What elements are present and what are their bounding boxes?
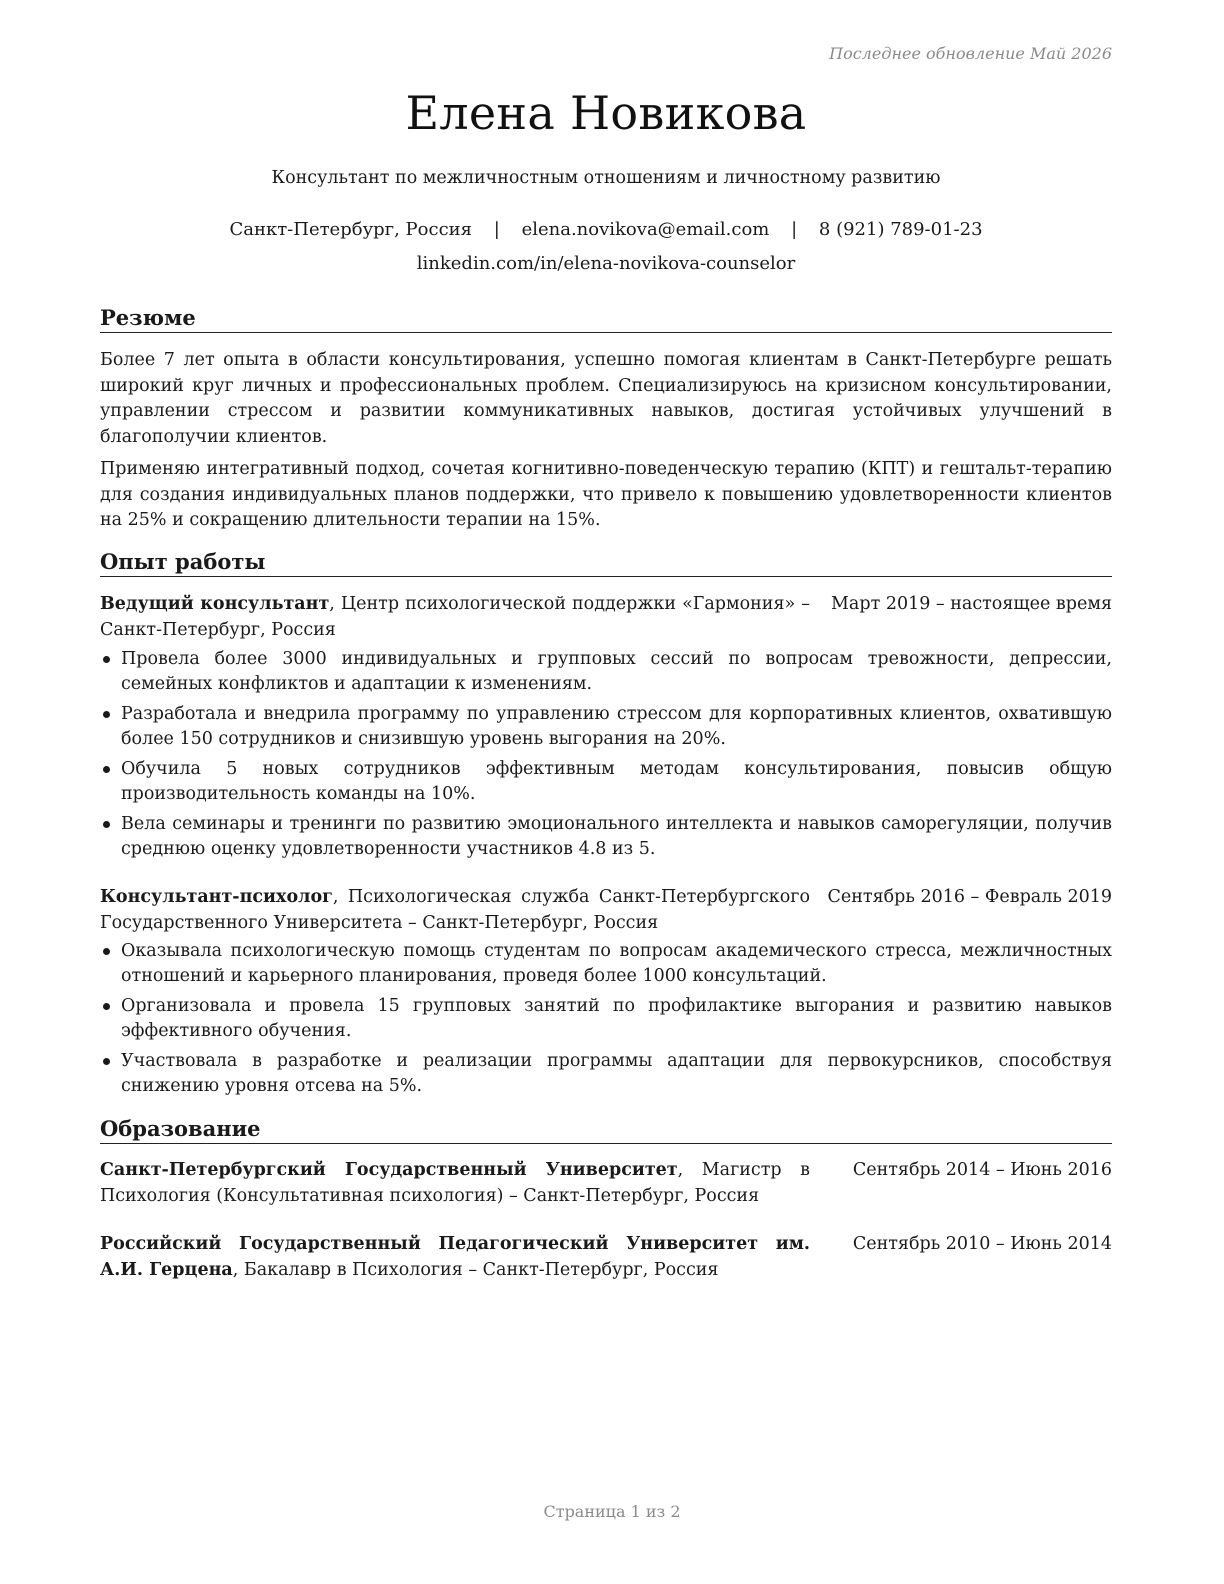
job-dates: Март 2019 – настоящее время [831, 594, 1112, 614]
linkedin-link[interactable]: linkedin.com/in/elena-novikova-counselor [416, 253, 796, 274]
job-dates: Сентябрь 2016 – Февраль 2019 [827, 887, 1112, 907]
job-org: , Центр психологической поддержки «Гармония» – Санкт-Петербург, Россия [100, 594, 811, 640]
list-item: Организовала и провела 15 групповых занятий по профилактике выгорания и развитию навыков эффективного обучения. [100, 994, 1112, 1044]
education-dates: Сентябрь 2010 – Июнь 2014 [852, 1234, 1112, 1254]
list-item: Вела семинары и тренинги по развитию эмоционального интеллекта и навыков саморегуляции, получив среднюю оценку удовлетворенности участников 4.8 из 5. [100, 812, 1112, 862]
education-school-degree [100, 1158, 810, 1209]
email-link[interactable]: elena.novikova@email.com [521, 219, 770, 240]
job-org: , Психологическая служба Санкт-Петербургского Государственного Университета – Санкт-Петербург, Россия [100, 887, 810, 933]
job-title-org [100, 592, 810, 643]
education-dates: Сентябрь 2014 – Июнь 2016 [852, 1160, 1112, 1180]
education-entry [100, 1232, 1112, 1283]
summary-paragraph: Более 7 лет опыта в области консультирования, успешно помогая клиентам в Санкт-Петербурге решать широкий круг личных и профессиональных проблем. Специализируюсь на кризисном консультировании, управлении стрессом и развитии коммуникативных навыков, достигая устойчивых улучшений в благополучии клиентов. [100, 350, 1112, 447]
job-bullets [100, 647, 1112, 867]
degree-details: , Магистр в Психология (Консультативная психология) – Санкт-Петербург, Россия [100, 1160, 810, 1206]
list-item: Провела более 3000 индивидуальных и групповых сессий по вопросам тревожности, депрессии, семейных конфликтов и адаптации к изменениям. [100, 647, 1112, 697]
summary-paragraph: Применяю интегративный подход, сочетая когнитивно-поведенческую терапию (КПТ) и гештальт-терапию для создания индивидуальных планов поддержки, что привело к повышению удовлетворенности клиентов на 25% и сокращению длительности терапии на 15%. [100, 459, 1112, 530]
job-title-org [100, 885, 810, 936]
job-bullets [100, 939, 1112, 1104]
job-role: Ведущий консультант [100, 594, 330, 614]
separator: | [493, 219, 500, 240]
job-header [100, 592, 1112, 643]
candidate-name: Елена Новикова [405, 86, 807, 140]
school-name: Санкт-Петербургский Государственный Университет [100, 1160, 678, 1180]
separator: | [791, 219, 798, 240]
last-updated: Последнее обновление Май 2026 [829, 44, 1112, 63]
section-title-experience: Опыт работы [100, 549, 1112, 577]
list-item: Обучила 5 новых сотрудников эффективным методам консультирования, повысив общую производительность команды на 10%. [100, 757, 1112, 807]
education-school-degree [100, 1232, 810, 1283]
location: Санкт-Петербург, Россия [229, 219, 473, 240]
school-name: Российский Государственный Педагогический Университет им. А.И. Герцена [100, 1234, 810, 1280]
section-title-summary: Резюме [100, 305, 1112, 333]
list-item: Участвовала в разработке и реализации программы адаптации для первокурсников, способствуя снижению уровня отсева на 5%. [100, 1049, 1112, 1099]
headline: Консультант по межличностным отношениям и личностному развитию [271, 168, 941, 188]
contact-line [100, 219, 1112, 240]
page-number: Страница 1 из 2 [543, 1502, 681, 1521]
job-role: Консультант-психолог [100, 887, 333, 907]
education-entry [100, 1158, 1112, 1209]
degree-details: , Бакалавр в Психология – Санкт-Петербург, Россия [232, 1259, 719, 1280]
list-item: Разработала и внедрила программу по управлению стрессом для корпоративных клиентов, охватившую более 150 сотрудников и снизившую уровень выгорания на 20%. [100, 702, 1112, 752]
phone-number[interactable]: 8 (921) 789-01-23 [818, 219, 983, 240]
job-header [100, 885, 1112, 936]
list-item: Оказывала психологическую помощь студентам по вопросам академического стресса, межличностных отношений и карьерного планирования, проведя более 1000 консультаций. [100, 939, 1112, 989]
section-title-education: Образование [100, 1116, 1112, 1144]
